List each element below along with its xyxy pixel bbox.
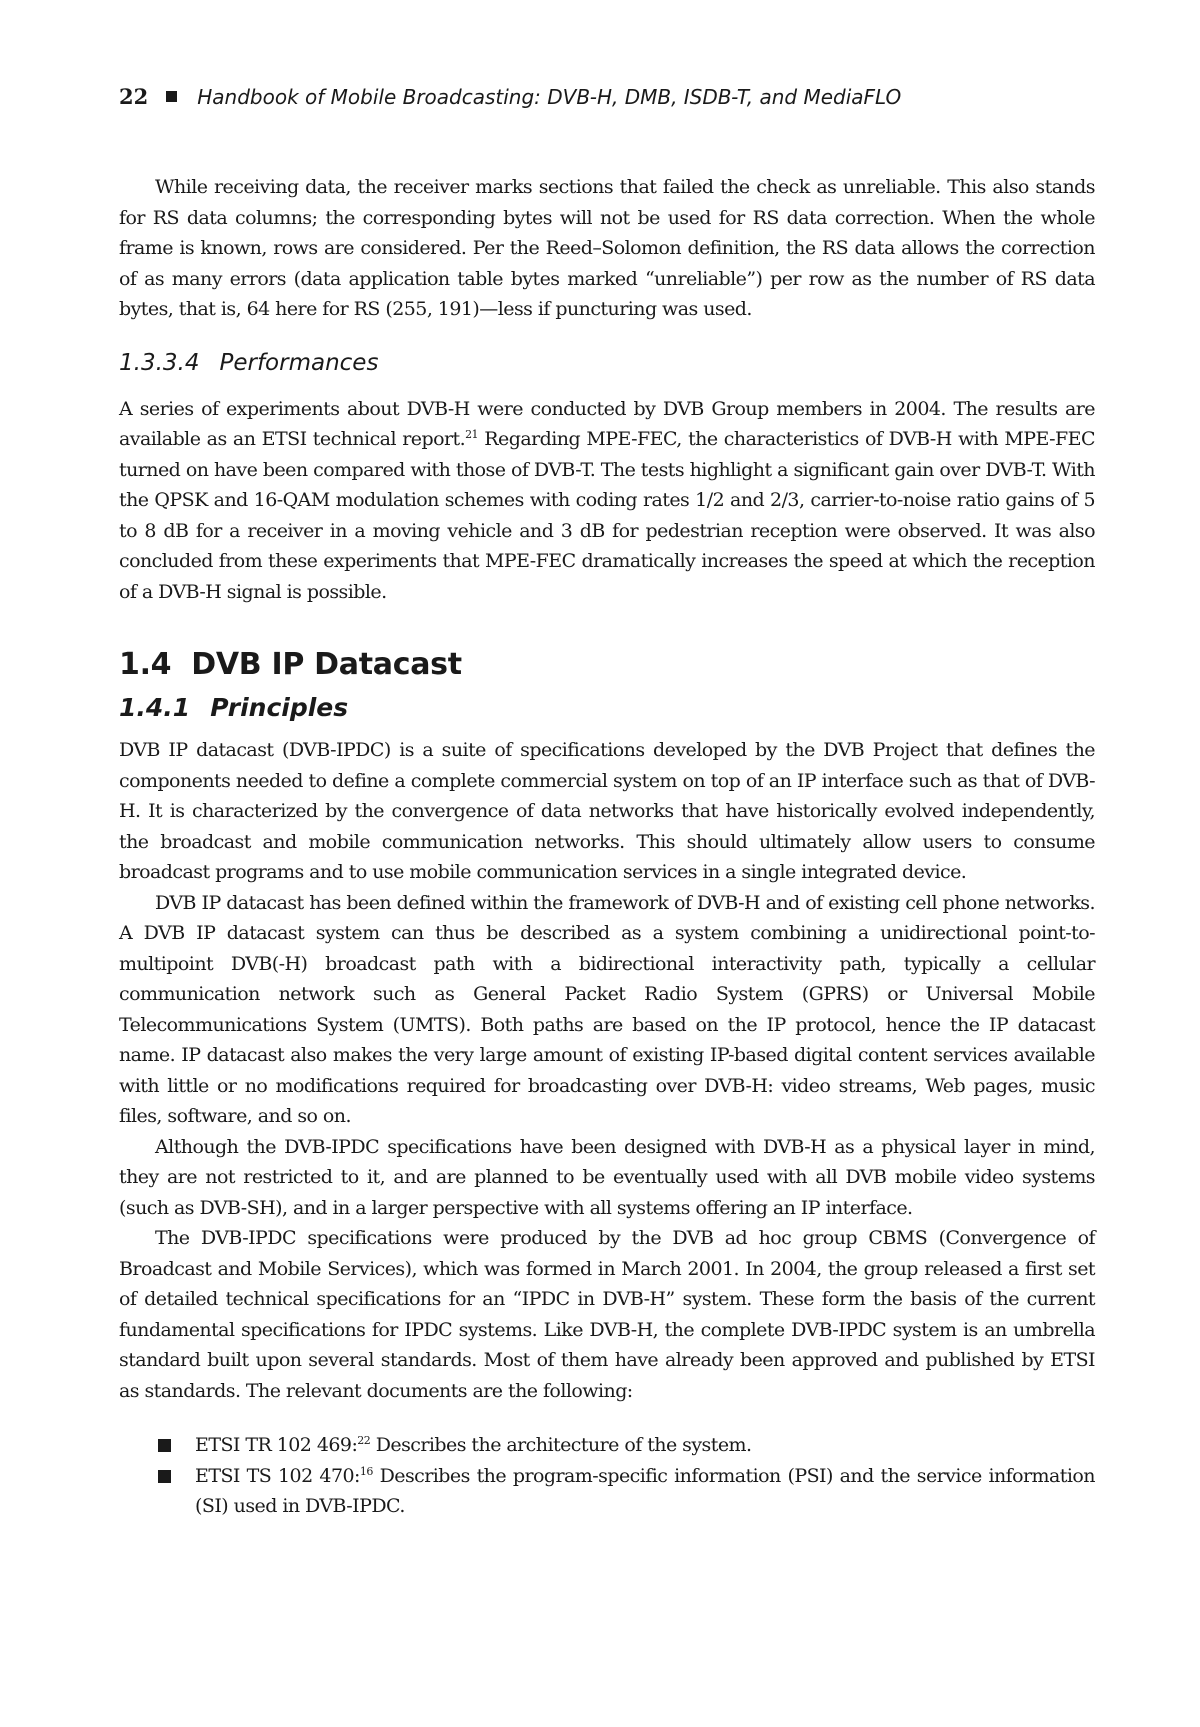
reference-superscript: 22 bbox=[357, 1434, 371, 1447]
section-heading bbox=[119, 645, 1095, 685]
reference-superscript: 21 bbox=[465, 428, 478, 441]
document-description: Describes the architecture of the system. bbox=[370, 1434, 752, 1456]
list-item bbox=[119, 1430, 1095, 1461]
running-header bbox=[119, 82, 1099, 112]
intro-paragraph: While receiving data, the receiver marks sections that failed the check as unreliable. This also stands for RS data columns; the corresponding bytes will not be used for RS data correction. When the whole frame is known, rows are considered. Per the Reed–Solomon definition, the RS data allows the correction of as many errors (data application table bytes marked “unreliable”) per row as the number of RS data bytes, that is, 64 here for RS (255, 191)—less if puncturing was used. bbox=[119, 176, 1095, 320]
subsection-number: 1.4.1 bbox=[119, 693, 191, 722]
subsection-heading bbox=[119, 691, 1095, 725]
heading-title: Performances bbox=[219, 349, 379, 376]
page-number: 22 bbox=[119, 84, 149, 109]
performances-paragraph bbox=[119, 394, 1095, 608]
running-title: Handbook of Mobile Broadcasting: DVB-H, DMB, ISDB-T, and MediaFLO bbox=[197, 85, 902, 109]
heading-number: 1.3.3.4 bbox=[119, 349, 200, 376]
principles-paragraph-1: DVB IP datacast (DVB-IPDC) is a suite of specifications developed by the DVB Project that defines the components needed to define a complete commercial system on top of an IP interface such as that of DVB-H. It is characterized by the convergence of data networks that have historically evolved independently, the broadcast and mobile communication networks. This should ultimately allow users to consume broadcast programs and to use mobile communication services in a single integrated device. bbox=[119, 739, 1095, 883]
reference-superscript: 16 bbox=[359, 1464, 373, 1478]
paragraph-text: A series of experiments about DVB-H were conducted by DVB Group members in 2004. The results are available as an ETSI technical report. bbox=[119, 397, 1095, 450]
list-item bbox=[119, 1461, 1095, 1522]
principles-paragraph-4: The DVB-IPDC specifications were produced by the DVB ad hoc group CBMS (Convergence of Broadcast and Mobile Services), which was formed in March 2001. In 2004, the group released a first set of detailed technical specifications for an “IPDC in DVB-H” system. These form the basis of the current fundamental specifications for IPDC systems. Like DVB-H, the complete DVB-IPDC system is an umbrella standard built upon several standards. Most of them have already been approved and published by ETSI as standards. The relevant documents are the following: bbox=[119, 1227, 1095, 1402]
document-description: Describes the program-specific information (PSI) and the service information (SI) used in DVB-IPDC. bbox=[195, 1464, 1095, 1517]
section-title: DVB IP Datacast bbox=[191, 647, 462, 682]
separator-square-icon bbox=[166, 91, 177, 102]
subsection-title: Principles bbox=[210, 693, 349, 722]
performances-heading bbox=[119, 348, 1095, 378]
principles-paragraph-2: DVB IP datacast has been defined within the framework of DVB-H and of existing cell phone networks. A DVB IP datacast system can thus be described as a system combining a unidirectional point-to-multipoint DVB(-H) broadcast path with a bidirectional interactivity path, typically a cellular communication network such as General Packet Radio System (GPRS) or Universal Mobile Telecommunications System (UMTS). Both paths are based on the IP protocol, hence the IP datacast name. IP datacast also makes the very large amount of existing IP-based digital content services available with little or no modifications required for broadcasting over DVB-H: video streams, Web pages, music files, software, and so on. bbox=[119, 891, 1095, 1127]
documents-list bbox=[119, 1430, 1095, 1522]
page-body bbox=[119, 172, 1095, 1522]
section-number: 1.4 bbox=[119, 647, 172, 682]
principles-paragraph-3: Although the DVB-IPDC specifications have been designed with DVB-H as a physical layer in mind, they are not restricted to it, and are planned to be eventually used with all DVB mobile video systems (such as DVB-SH), and in a larger perspective with all systems offering an IP interface. bbox=[119, 1135, 1095, 1219]
paragraph-text: Regarding MPE-FEC, the characteristics of DVB-H with MPE-FEC turned on have been compared with those of DVB-T. The tests highlight a significant gain over DVB-T. With the QPSK and 16-QAM modulation schemes with coding rates 1/2 and 2/3, carrier-to-noise ratio gains of 5 to 8 dB for a receiver in a moving vehicle and 3 dB for pedestrian reception were observed. It was also concluded from these experiments that MPE-FEC dramatically increases the speed at which the reception of a DVB-H signal is possible. bbox=[119, 428, 1095, 603]
document-id: ETSI TS 102 470: bbox=[195, 1464, 360, 1487]
document-id: ETSI TR 102 469: bbox=[195, 1434, 358, 1456]
bullet-square-icon bbox=[158, 1470, 171, 1483]
bullet-square-icon bbox=[158, 1439, 171, 1452]
